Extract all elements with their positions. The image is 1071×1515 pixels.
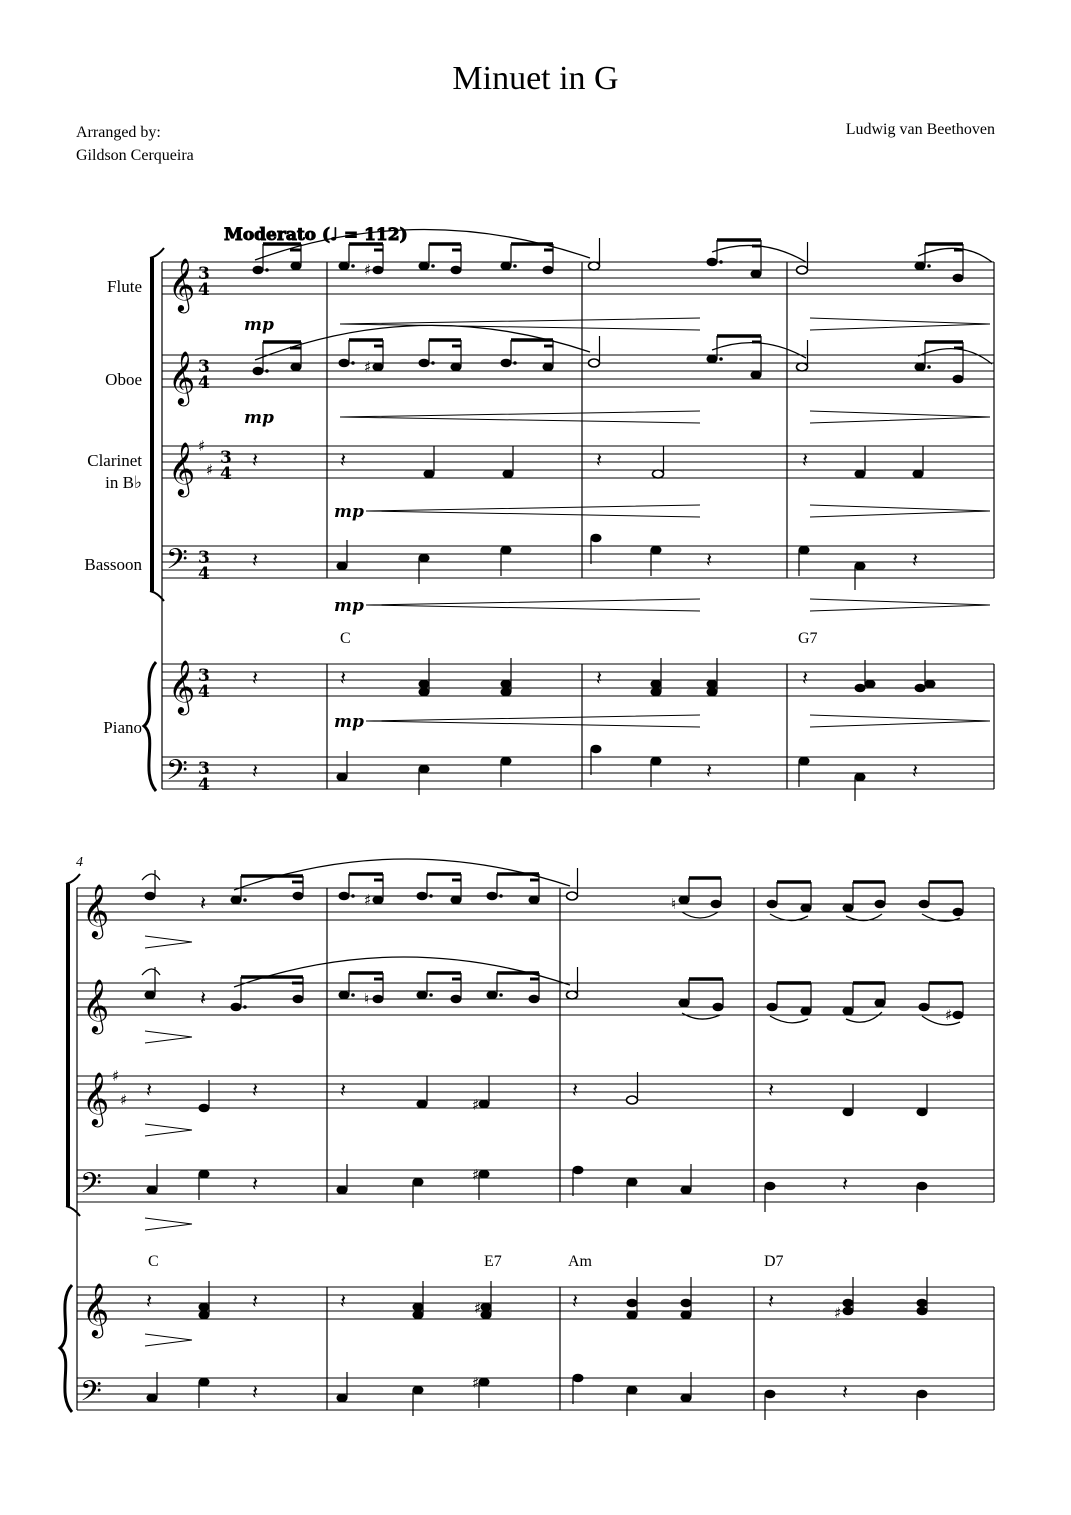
brace-piano-1 bbox=[144, 662, 156, 791]
label-bassoon: Bassoon bbox=[84, 555, 142, 574]
quarter-rest-icon: 𝄽 bbox=[596, 448, 603, 472]
dynamic-mp: mp bbox=[334, 502, 364, 522]
svg-text:♯: ♯ bbox=[472, 1096, 480, 1114]
bracket-winds-2 bbox=[66, 874, 80, 1410]
staff-piano-bass-1 bbox=[162, 757, 994, 789]
quarter-rest-icon: 𝄽 bbox=[340, 666, 347, 690]
treble-clef-icon: 𝄞 bbox=[82, 883, 110, 937]
svg-text:𝄽: 𝄽 bbox=[200, 891, 207, 915]
svg-text:♯: ♯ bbox=[474, 1299, 482, 1317]
staff-clarinet-2 bbox=[77, 1076, 994, 1108]
treble-clef-icon: 𝄞 bbox=[82, 1071, 110, 1125]
quarter-rest-icon: 𝄽 bbox=[252, 448, 259, 472]
quarter-rest-icon: 𝄽 bbox=[340, 1289, 347, 1313]
barlines-system-1 bbox=[327, 262, 994, 789]
quarter-rest-icon: 𝄽 bbox=[252, 548, 259, 572]
svg-text:♮: ♮ bbox=[671, 895, 677, 913]
ts-top: 3 bbox=[198, 264, 210, 284]
svg-text:♯: ♯ bbox=[364, 891, 372, 909]
quarter-rest-icon: 𝄽 bbox=[252, 1380, 259, 1404]
quarter-rest-icon: 𝄽 bbox=[706, 548, 713, 572]
sharp-icon: ♯ bbox=[112, 1067, 120, 1085]
svg-text:♯: ♯ bbox=[945, 1006, 953, 1024]
chord-symbol: C bbox=[340, 630, 351, 647]
quarter-rest-icon: 𝄽 bbox=[572, 1078, 579, 1102]
chord-symbol: G7 bbox=[798, 630, 818, 647]
arranger-label: Arranged by: bbox=[76, 124, 161, 141]
quarter-rest-icon: 𝄽 bbox=[802, 666, 809, 690]
treble-clef-icon: 𝄞 bbox=[82, 978, 110, 1032]
treble-clef-icon: 𝄞 bbox=[168, 350, 196, 404]
treble-clef-icon: 𝄞 bbox=[168, 441, 196, 495]
staff-oboe-1 bbox=[162, 355, 994, 387]
quarter-note-icon: ♩ bbox=[329, 225, 339, 245]
bass-clef-icon: 𝄢 bbox=[166, 754, 188, 794]
quarter-rest-icon: 𝄽 bbox=[252, 1289, 259, 1313]
composer-credit: Ludwig van Beethoven bbox=[845, 121, 995, 138]
ts-bottom: 4 bbox=[198, 775, 210, 795]
staff-piano-treble-2 bbox=[77, 1287, 994, 1319]
quarter-rest-icon: 𝄽 bbox=[146, 1289, 153, 1313]
label-flute: Flute bbox=[107, 277, 142, 296]
quarter-rest-icon: 𝄽 bbox=[912, 548, 919, 572]
quarter-rest-icon: 𝄽 bbox=[252, 666, 259, 690]
dynamic-mp: mp bbox=[334, 596, 364, 616]
quarter-rest-icon: 𝄽 bbox=[768, 1078, 775, 1102]
chord-symbol: D7 bbox=[764, 1253, 784, 1270]
bass-clef-icon: 𝄢 bbox=[80, 1167, 102, 1207]
quarter-rest-icon: 𝄽 bbox=[912, 759, 919, 783]
staff-clarinet-1 bbox=[162, 446, 994, 478]
label-clarinet-2: in B♭ bbox=[105, 473, 142, 492]
quarter-rest-icon: 𝄽 bbox=[252, 759, 259, 783]
quarter-rest-icon: 𝄽 bbox=[802, 448, 809, 472]
dynamic-mp: mp bbox=[244, 408, 274, 428]
quarter-rest-icon: 𝄽 bbox=[146, 1078, 153, 1102]
notes-bassoon-2 bbox=[147, 1164, 927, 1212]
svg-text:♯: ♯ bbox=[364, 261, 372, 279]
chord-symbol: Am bbox=[568, 1253, 592, 1270]
ts-bottom: 4 bbox=[198, 682, 210, 702]
svg-text:𝄽: 𝄽 bbox=[200, 986, 207, 1010]
bass-clef-icon: 𝄢 bbox=[80, 1375, 102, 1415]
quarter-rest-icon: 𝄽 bbox=[572, 1289, 579, 1313]
barlines-system-2 bbox=[327, 888, 994, 1410]
svg-text:♯: ♯ bbox=[472, 1166, 480, 1184]
quarter-rest-icon: 𝄽 bbox=[768, 1289, 775, 1313]
ts-top: 3 bbox=[198, 357, 210, 377]
quarter-rest-icon: 𝄽 bbox=[252, 1172, 259, 1196]
label-clarinet-1: Clarinet bbox=[87, 451, 142, 470]
treble-clef-icon: 𝄞 bbox=[168, 257, 196, 311]
bracket-winds-1 bbox=[150, 248, 164, 789]
quarter-rest-icon: 𝄽 bbox=[340, 1078, 347, 1102]
ts-top: 3 bbox=[198, 548, 210, 568]
staff-flute-1 bbox=[162, 262, 994, 294]
quarter-rest-icon: 𝄽 bbox=[252, 1078, 259, 1102]
staff-piano-bass-2 bbox=[77, 1378, 994, 1410]
sharp-icon: ♯ bbox=[198, 437, 206, 455]
dynamic-mp: mp bbox=[334, 712, 364, 732]
svg-text:♮: ♮ bbox=[364, 990, 370, 1008]
treble-clef-icon: 𝄞 bbox=[82, 1282, 110, 1336]
brace-piano-2 bbox=[60, 1285, 72, 1412]
tempo-marking: Moderato (♩ = 112) bbox=[224, 225, 408, 245]
notes-clarinet-2 bbox=[146, 1072, 927, 1116]
chord-symbol: C bbox=[148, 1253, 159, 1270]
ts-top: 3 bbox=[198, 666, 210, 686]
label-piano: Piano bbox=[103, 718, 142, 737]
sharp-icon: ♯ bbox=[120, 1091, 128, 1109]
quarter-rest-icon: 𝄽 bbox=[340, 448, 347, 472]
ts-bottom: 4 bbox=[198, 373, 210, 393]
ts-bottom: 4 bbox=[198, 564, 210, 584]
svg-text:♯: ♯ bbox=[364, 358, 372, 376]
ts-bottom: 4 bbox=[198, 280, 210, 300]
quarter-rest-icon: 𝄽 bbox=[706, 759, 713, 783]
measure-number: 4 bbox=[76, 855, 83, 870]
label-oboe: Oboe bbox=[105, 370, 142, 389]
ts-top: 3 bbox=[198, 759, 210, 779]
quarter-rest-icon: 𝄽 bbox=[842, 1172, 849, 1196]
score-title: Minuet in G bbox=[452, 60, 619, 97]
svg-text:♯: ♯ bbox=[834, 1304, 842, 1322]
quarter-rest-icon: 𝄽 bbox=[596, 666, 603, 690]
quarter-rest-icon: 𝄽 bbox=[842, 1380, 849, 1404]
sharp-icon: ♯ bbox=[206, 461, 214, 479]
notes-piano-2 bbox=[146, 1277, 927, 1420]
treble-clef-icon: 𝄞 bbox=[168, 659, 196, 713]
notes-oboe-1 bbox=[253, 325, 992, 382]
ts-top: 3 bbox=[220, 448, 232, 468]
ts-bottom: 4 bbox=[220, 464, 232, 484]
chord-symbol: E7 bbox=[484, 1253, 502, 1270]
staff-bassoon-1 bbox=[162, 546, 994, 578]
bass-clef-icon: 𝄢 bbox=[166, 543, 188, 583]
staff-bassoon-2 bbox=[77, 1170, 994, 1202]
arranger-name: Gildson Cerqueira bbox=[76, 147, 194, 164]
svg-text:♯: ♯ bbox=[472, 1374, 480, 1392]
dynamic-mp: mp bbox=[244, 315, 274, 335]
